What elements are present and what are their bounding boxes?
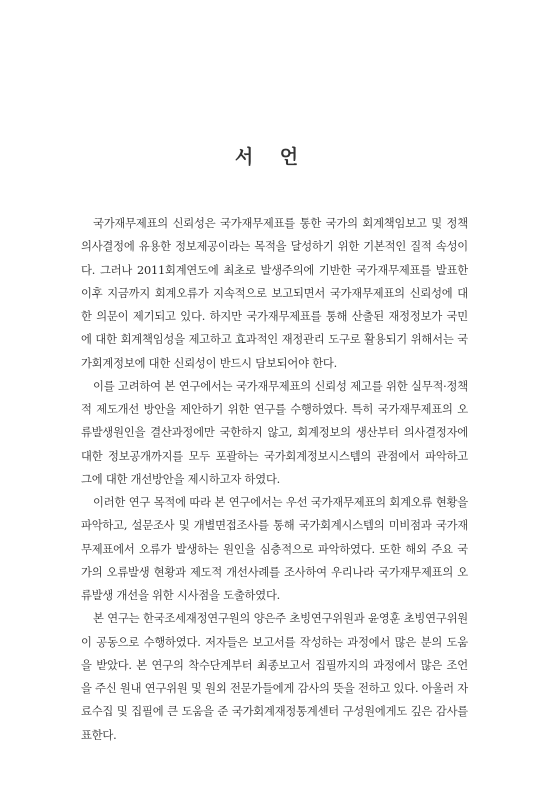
- preface-body: [81, 212, 468, 747]
- preface-paragraph-4: 본 연구는 한국조세재정연구원의 양은주 초빙연구위원과 윤영훈 초빙연구위원이 공동으로 수행하였다. 저자들은 보고서를 작성하는 과정에서 많은 분의 도움을 받았다. 본 연구의 착수단계부터 최종보고서 집필까지의 과정에서 많은 조언을 주신 원내 연구위원 및 원외 전문가들에게 감사의 뜻을 전하고 있다. 아울러 자료수집 및 집필에 큰 도움을 준 국가회계재정통계센터 구성원에게도 깊은 감사를 표한다.: [81, 612, 468, 742]
- preface-paragraph-2: 이를 고려하여 본 연구에서는 국가재무제표의 신뢰성 제고를 위한 실무적·정책적 제도개선 방안을 제안하기 위한 연구를 수행하였다. 특히 국가재무제표의 오류발생원인을 결산과정에만 국한하지 않고, 회계정보의 생산부터 의사결정자에 대한 정보공개까지를 모두 포괄하는 국가회계정보시스템의 관점에서 파악하고 그에 대한 개선방안을 제시하고자 하였다.: [81, 379, 468, 486]
- preface-paragraph-1: 국가재무제표의 신뢰성은 국가재무제표를 통한 국가의 회계책임보고 및 정책의사결정에 유용한 정보제공이라는 목적을 달성하기 위한 기본적인 질적 속성이다. 그러나 2011회계연도에 최초로 발생주의에 기반한 국가재무제표를 발표한 이후 지금까지 회계오류가 지속적으로 보고되면서 국가재무제표의 신뢰성에 대한 의문이 제기되고 있다. 하지만 국가재무제표를 통해 산출된 재정정보가 국민에 대한 회계책임성을 제고하고 효과적인 재정관리 도구로 활용되기 위해서는 국가회계정보에 대한 신뢰성이 반드시 담보되어야 한다.: [81, 217, 468, 370]
- preface-paragraph-3: 이러한 연구 목적에 따라 본 연구에서는 우선 국가재무제표의 회계오류 현황을 파악하고, 설문조사 및 개별면접조사를 통해 국가회계시스템의 미비점과 국가재무제표에서 오류가 발생하는 원인을 심층적으로 파악하였다. 또한 해외 주요 국가의 오류발생 현황과 제도적 개선사례를 조사하여 우리나라 국가재무제표의 오류발생 개선을 위한 시사점을 도출하였다.: [81, 496, 468, 602]
- page-title: 서 언: [234, 146, 309, 168]
